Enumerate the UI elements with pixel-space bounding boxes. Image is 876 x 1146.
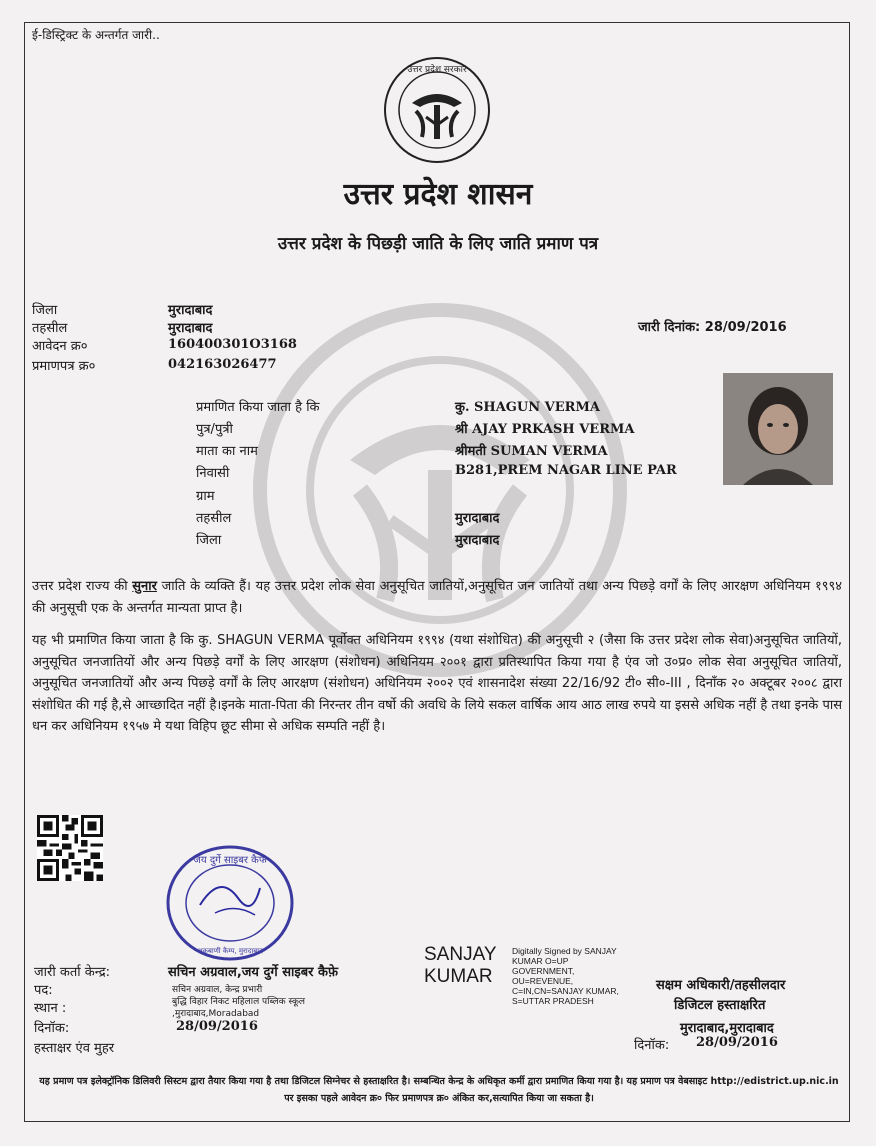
government-title: उत्तर प्रदेश शासन	[343, 177, 533, 212]
caste-paragraph: उत्तर प्रदेश राज्य की सुनार जाति के व्यक्ति हैं। यह उत्तर प्रदेश लोक सेवा अनुसूचित जातियों,अनुसूचित जन जातियों तथा अन्य पिछड़े वर्गों के लिए आरक्षण अधिनियम १९९४ की अनुसूची एक के अन्तर्गत मान्यता प्राप्त है।	[32, 579, 842, 616]
issuer-center-value: सचिन अग्रवाल,जय दुर्गे साइबर कैफ़े	[168, 965, 339, 980]
application-label: आवेदन क्र०	[32, 339, 88, 354]
center-seal-stamp	[160, 843, 300, 963]
person-tehsil-label: तहसील	[196, 511, 232, 526]
father-name: श्री AJAY PRKASH VERMA	[455, 422, 635, 437]
certificate-number: 042163026477	[168, 357, 277, 372]
digital-signature-details: Digitally Signed by SANJAY KUMAR O=UP GOVERNMENT, OU=REVENUE, C=IN,CN=SANJAY KUMAR, S=UTTAR PRADESH	[512, 946, 619, 1006]
issuer-date-label: दिनॉक:	[34, 1021, 70, 1036]
person-district-value: मुरादाबाद	[455, 533, 500, 548]
district-label: जिला	[32, 303, 58, 318]
district-value: मुरादाबाद	[168, 303, 213, 318]
issuer-post-value: सचिन अग्रवाल, केन्द्र प्रभारी	[172, 985, 263, 995]
authority-title: सक्षम अधिकारी/तहसीलदार	[656, 978, 786, 993]
application-number: 160400301O3168	[168, 337, 297, 352]
mother-label: माता का नाम	[196, 444, 258, 459]
certified-label: प्रमाणित किया जाता है कि	[196, 400, 320, 415]
authority-date-label: दिनॉक:	[634, 1038, 670, 1053]
qr-code	[37, 815, 103, 881]
authority-place: मुरादाबाद,मुरादाबाद	[680, 1021, 774, 1036]
issuer-post-label: पद:	[34, 983, 53, 998]
issue-date: जारी दिनांक: 28/09/2016	[638, 320, 787, 335]
person-district-label: जिला	[196, 533, 222, 548]
signature-label: हस्ताक्षर एंव मुहर	[34, 1041, 115, 1056]
authority-date: 28/09/2016	[696, 1035, 778, 1050]
edistrict-note: ई-डिस्ट्रिक्ट के अन्तर्गत जारी..	[32, 28, 160, 42]
applicant-photo	[723, 373, 833, 485]
tehsil-label: तहसील	[32, 321, 68, 336]
address: B281,PREM NAGAR LINE PAR	[455, 463, 677, 478]
issuer-place-label: स्थान :	[34, 1001, 67, 1016]
issuer-center-label: जारी कर्ता केन्द्र:	[34, 965, 111, 980]
seal-subtext: अकबाणी कैम्प, मुरादाबाद	[197, 947, 263, 955]
emblem-text: उत्तर प्रदेश सरकार	[407, 65, 467, 75]
applicant-name: कु. SHAGUN VERMA	[455, 400, 600, 415]
footer-note: यह प्रमाण पत्र इलेक्ट्रॉनिक डिलिवरी सिस्टम द्वारा तैयार किया गया है तथा डिजिटल सिग्नेचर से हस्ताक्षरित है। सम्बन्धित केन्द्र के अधिकृत कर्मी द्वारा प्रमाणित किया गया है। यह प्रमाण पत्र वेबसाइट http://edistrict.up.nic.in पर इसका पहले आवेदन क्र० फिर प्रमाणपत्र क्र० अंकित कर,सत्यापित किया जा सकता है।	[39, 1076, 839, 1104]
up-government-emblem	[382, 55, 492, 165]
authority-subtitle: डिजिटल हस्ताक्षरित	[674, 998, 766, 1013]
person-tehsil-value: मुरादाबाद	[455, 511, 500, 526]
resident-label: निवासी	[196, 466, 230, 481]
mother-name: श्रीमती SUMAN VERMA	[455, 444, 608, 459]
digital-signer-name: SANJAY KUMAR	[424, 944, 497, 987]
certificate-number-label: प्रमाणपत्र क्र०	[32, 359, 96, 374]
village-label: ग्राम	[196, 489, 215, 504]
child-of-label: पुत्र/पुत्री	[196, 422, 233, 437]
certification-paragraph: यह भी प्रमाणित किया जाता है कि कु. SHAGUN VERMA पूर्वोक्त अधिनियम १९९४ (यथा संशोधित) की अनुसूची २ (जैसा कि उत्तर प्रदेश लोक सेवा)अनुसूचित जातियों, अनुसूचित जनजातियों और अन्य पिछड़े वर्गों के लिए आरक्षण (संशोधन) अधिनियम २००१ द्वारा प्रतिस्थापित किया गया है एंव जो उ०प्र० लोक सेवा अनुसूचित जातियों, अनुसूचित जनजातियों और अन्य पिछड़े वर्गों के लिए आरक्षण (संशोधन) अधिनियम २००२ एवं शासनादेश संख्या 22/16/92 टी० सी०-III , दिनाँक २० अक्टूबर २००८ द्वारा संशोधित की गई है,से आच्छादित नहीं है।इनके माता-पिता की निरन्तर तीन वर्षो की अवधि के लिये सकल वार्षिक आय आठ लाख रुपये या इससे अधिक नहीं है तथा इनके पास धन कर अधिनियम १९५७ मे यथा विहिप छूट सीमा से अधिक सम्पति नहीं है।	[32, 633, 842, 734]
seal-text: जय दुर्गे साइबर कैफे	[193, 855, 267, 866]
caste-name: सुनार	[132, 579, 157, 594]
tehsil-value: मुरादाबाद	[168, 321, 213, 336]
watermark-emblem	[250, 300, 630, 680]
issuer-date: 28/09/2016	[176, 1019, 258, 1034]
certificate-title: उत्तर प्रदेश के पिछड़ी जाति के लिए जाति प्रमाण पत्र	[277, 234, 599, 254]
issuer-place-value: बुद्धि विहार निकट महिलाल पब्लिक स्कूल ,मुरादाबाद,Moradabad	[172, 997, 305, 1019]
